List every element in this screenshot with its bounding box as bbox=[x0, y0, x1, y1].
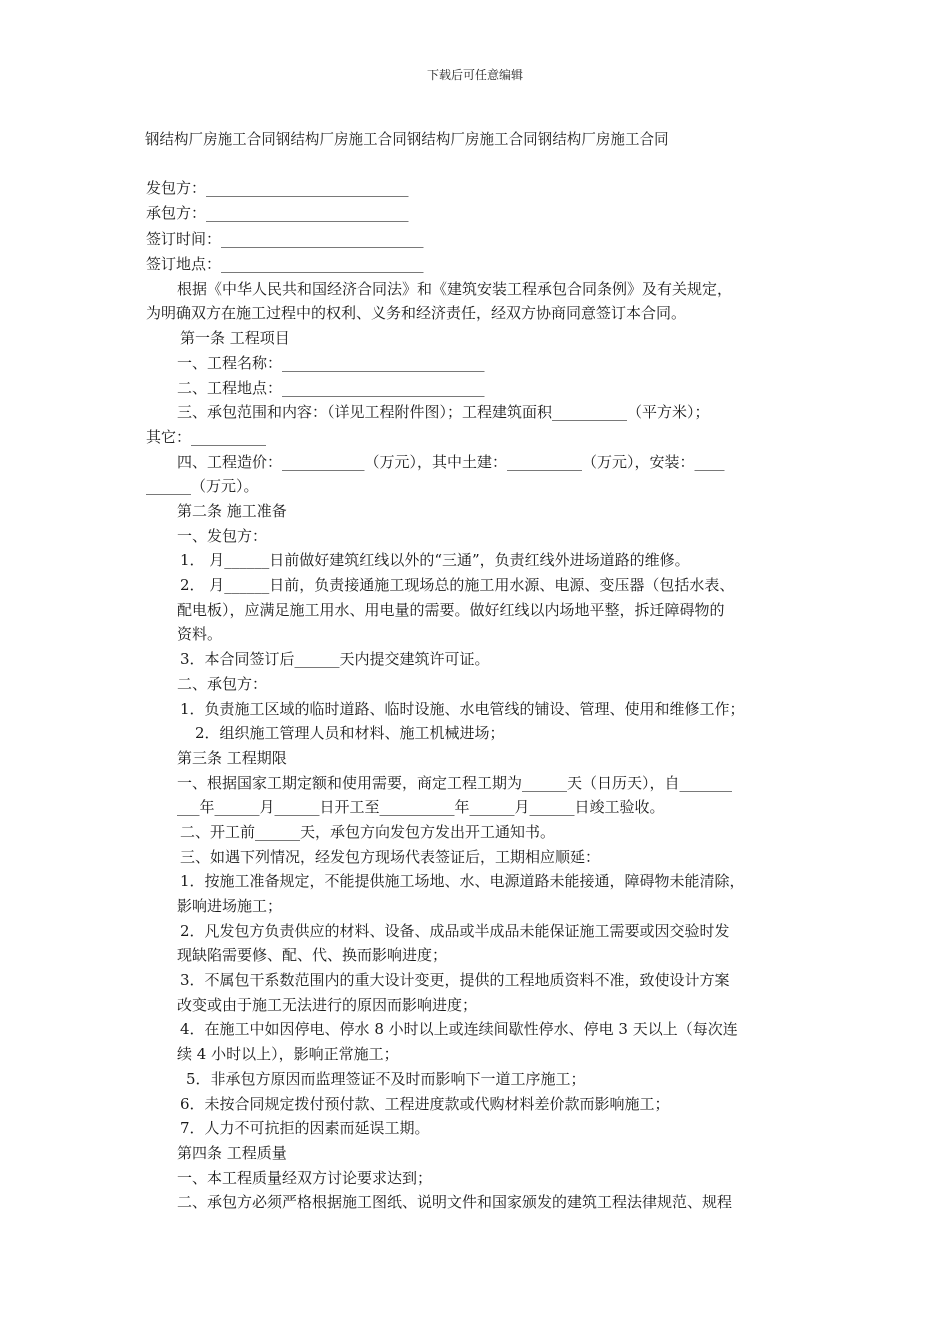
preamble-line: 为明确双方在施工过程中的权利、义务和经济责任，经双方协商同意签订本合同。 bbox=[146, 304, 687, 322]
clause-line: 3．不属包干系数范围内的重大设计变更，提供的工程地质资料不准，致使设计方案 bbox=[180, 971, 730, 989]
clause-line: 改变或由于施工无法进行的原因而影响进度； bbox=[177, 996, 478, 1014]
clause-line: 2．凡发包方负责供应的材料、设备、成品或半成品未能保证施工需要或因交验时发 bbox=[180, 922, 730, 940]
contractor-field: 承包方：___________________________ bbox=[146, 204, 409, 222]
article-heading: 第二条 施工准备 bbox=[177, 502, 287, 520]
clause-line: 7．人力不可抗拒的因素而延误工期。 bbox=[180, 1119, 430, 1137]
clause-line: 6．未按合同规定拨付预付款、工程进度款或代购材料差价款而影响施工； bbox=[180, 1095, 670, 1113]
clause-line: 1．负责施工区域的临时道路、临时设施、水电管线的铺设、管理、使用和维修工作； bbox=[180, 700, 745, 718]
employer-field: 发包方：___________________________ bbox=[146, 179, 409, 197]
clause-line: ______（万元）。 bbox=[146, 477, 259, 495]
clause-line: 3．本合同签订后______天内提交建筑许可证。 bbox=[180, 650, 490, 668]
clause-line: 资料。 bbox=[177, 625, 223, 643]
clause-line: 1． 月______日前做好建筑红线以外的“三通”，负责红线外进场道路的维修。 bbox=[180, 551, 690, 569]
article-heading: 第四条 工程质量 bbox=[177, 1144, 287, 1162]
clause-line: 一、本工程质量经双方讨论要求达到； bbox=[177, 1169, 433, 1187]
signing-place-field: 签订地点：___________________________ bbox=[146, 255, 424, 273]
clause-line: 一、工程名称：___________________________ bbox=[177, 354, 485, 372]
clause-line: 2．组织施工管理人员和材料、施工机械进场； bbox=[195, 724, 505, 742]
clause-line: 其它：__________ bbox=[146, 428, 267, 446]
clause-line: 现缺陷需要修、配、代、换而影响进度； bbox=[177, 946, 448, 964]
page-header: 下载后可任意编辑 bbox=[426, 68, 523, 82]
clause-line: 一、发包方： bbox=[177, 527, 268, 545]
preamble-line: 根据《中华人民共和国经济合同法》和《建筑安装工程承包合同条例》及有关规定， bbox=[177, 280, 733, 298]
signing-time-field: 签订时间：___________________________ bbox=[146, 230, 424, 248]
document-title: 钢结构厂房施工合同钢结构厂房施工合同钢结构厂房施工合同钢结构厂房施工合同 bbox=[145, 130, 669, 148]
clause-line: 配电板），应满足施工用水、用电量的需要。做好红线以内场地平整，拆迁障碍物的 bbox=[177, 601, 725, 619]
clause-line: 影响进场施工； bbox=[177, 897, 283, 915]
article-heading: 第三条 工程期限 bbox=[177, 749, 287, 767]
clause-line: 二、承包方： bbox=[177, 675, 268, 693]
clause-line: 4．在施工中如因停电、停水 8 小时以上或连续间歇性停水、停电 3 天以上（每次连 bbox=[180, 1020, 738, 1038]
clause-line: 三、如遇下列情况，经发包方现场代表签证后，工期相应顺延： bbox=[180, 848, 601, 866]
clause-line: 二、承包方必须严格根据施工图纸、说明文件和国家颁发的建筑工程法律规范、规程 bbox=[177, 1193, 733, 1211]
clause-line: 四、工程造价：___________（万元），其中土建：__________（万元），安装：____ bbox=[177, 453, 725, 471]
clause-line: 二、开工前______天，承包方向发包方发出开工通知书。 bbox=[180, 823, 556, 841]
clause-line: 5．非承包方原因而监理签证不及时而影响下一道工序施工； bbox=[186, 1070, 586, 1088]
clause-line: 一、根据国家工期定额和使用需要，商定工程工期为______天（日历天），自_______ bbox=[177, 774, 733, 792]
clause-line: 1．按施工准备规定，不能提供施工场地、水、电源道路未能接通，障碍物未能清除， bbox=[180, 872, 745, 890]
clause-line: ___年______月______日开工至__________年______月______日竣工验收。 bbox=[177, 798, 665, 816]
clause-line: 2． 月______日前，负责接通施工现场总的施工用水源、电源、变压器（包括水表、 bbox=[180, 576, 735, 594]
clause-line: 二、工程地点：___________________________ bbox=[177, 379, 485, 397]
clause-line: 三、承包范围和内容：（详见工程附件图）；工程建筑面积__________（平方米）； bbox=[177, 403, 710, 421]
article-heading: 第一条 工程项目 bbox=[180, 329, 290, 347]
clause-line: 续 4 小时以上），影响正常施工； bbox=[177, 1045, 399, 1063]
